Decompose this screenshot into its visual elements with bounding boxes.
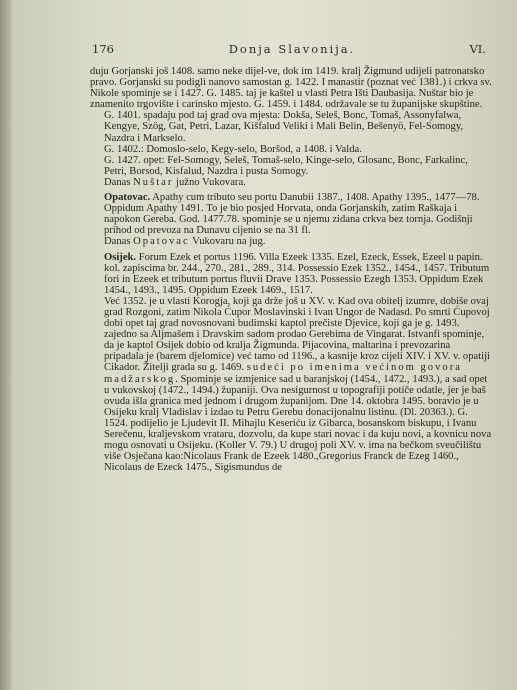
chapter-number: VI.	[469, 42, 486, 56]
page-header	[92, 42, 492, 60]
paragraph-text: južno Vukovara.	[173, 176, 246, 188]
paragraph	[90, 236, 492, 247]
spaced-emphasis: sudeći po imenima većinom govora madžarskog	[104, 362, 462, 385]
paragraph	[90, 252, 492, 296]
page-fold-shadow	[0, 0, 12, 690]
paragraph-text: Danas	[104, 176, 134, 188]
paragraph-text: Forum Ezek et portus 1196. Villa Ezeek 1335. Ezel, Ezeck, Essek, Ezeel u papin. kol. zapiscima br. 244., 270., 281., 289., 314. Possessio Ezek 1352., 1454., 1457. Tributum fori in Ezeek et tributum portus fluvii Drave 1353. Possessio Ezegh 1353. Oppidum Ezek 1454., 1493., 1495. Oppidum Ezeek 1469., 1517.	[104, 251, 490, 296]
paragraph	[90, 177, 492, 188]
paragraph-text: Apathy cum tributo seu portu Danubii 1387., 1408. Apathy 1395., 1477—78. Oppidum Apathy 1491. To je bio posjed Horvata, onda Gorjanskih, zatim Raškaja i napokon Gereba. God. 1477.78. spominje se u njemu zidana crkva bez tornja. Godišnji prihod od prevoza na Dunavu cijenio se na 31 fl.	[104, 192, 480, 237]
paragraph	[90, 155, 492, 177]
paragraph	[90, 296, 492, 474]
paragraph-text: G. 1401. spadaju pod taj grad ova mjesta: Dokša, Seleš, Bonc, Tomaš, Assonyfalwa, Kengye, Szög, Gat, Petri, Lazar, Kišfalud Veliki i Mali Belin, Bešenyö, Fel-Somogy, Nazdra i Markselo.	[104, 110, 464, 144]
paragraph-text: Vukovaru na jug.	[189, 236, 266, 248]
spaced-emphasis: Opatovac	[133, 236, 190, 248]
entry-headword: Osijek.	[104, 251, 137, 263]
paragraph	[90, 110, 492, 143]
entry-headword: Opatovac.	[104, 192, 151, 204]
page-body	[90, 66, 492, 473]
paragraph	[90, 144, 492, 155]
paragraph-text: G. 1402.: Domoslo-selo, Kegy-selo, Boršod, a 1408. i Valda.	[104, 143, 362, 155]
paragraph	[90, 192, 492, 236]
paragraph-text: . Spominje se izmjenice sad u baranjskoj (1454., 1472., 1493.), a sad opet u vukovskoj (1472., 1494.) županiji. Ova nesigurnost u topografiji potiče odatle, jer je baš ovuda išla granica med jednom i drugom županijom. Dne 14. oktobra 1495. boravio je u Osijeku kralj Vladislav i izdao tu Petru Gerebu donacijonalnu listinu. (Dl. 20363.). G. 1524. podijelio je Ljudevit II. Mihajlu Keseriću iz Gibarca, bosanskom biskupu, i Ivanu Serečenu, kraljevskom vrataru, dozvolu, da kupe stari novac i da kuju novi, a kovnicu nova mogu osnovati u Osijeku. (Koller V. 79.) U drugoj poli XV. v. ima na bečkom sveučilištu više Osječana kao:Nicolaus Frank de Ezeek 1480.,Gregorius Franck de Ezeg 1460., Nicolaus de Ezeck 1475., Sigismundus de	[104, 373, 492, 474]
page-number: 176	[92, 42, 114, 56]
paragraph-text: Danas	[104, 236, 134, 248]
paragraph-text: G. 1427. opet: Fel-Somogy, Seleš, Tomaš-selo, Kinge-selo, Glosanc, Bonc, Farkalinc, Petri, Borsod, Kisfalud, Nazdra i pusta Somogy.	[104, 154, 468, 177]
spaced-emphasis: Nuštar	[133, 176, 174, 188]
paragraph-text: duju Gorjanski još 1408. samo neke dijel-ve, dok im 1419. kralj Žigmund udijeli patronatsko pravo. Gorjanski su podigli nanovo samostan g. 1422. I manastir (poznat već 1381.) i crkva sv. Nikole spominje se i 1427. G. 1485. taj je kaštel u vlasti Petra Išti Daubasija. Nuštar bio je znamenito trgovište i carinsko mjesto. G. 1459. i 1484. održavale se tu županijske skupštine.	[90, 66, 492, 111]
paragraph-text: Već 1352. je u vlasti Korogja, koji ga drže još u XV. v. Kad ova obitelj izumre, dobiše ovaj grad Rozgoni, zatim Nikola Ćupor Moslavinski i Ivan Ungor de Nadasd. Po smrti Ćupovoj dobi opet taj grad novosnovani budimski kaptol prečiste Djevice, koji ga je g. 1493. zajedno sa Aljmašem i Dravskim sadom prodao Gerebima de Vingarat. Istvanfi spominje, da je kaptol Osijek dobio od kralja Žigmunda. Pijacovina, maltarina i prevozarina pripadala je (barem djelomice) već tamo od 1196., a kasnije kroz cijeli XIV. i XV. v. opatiji Cikador. Žitelji grada su g. 1469.	[104, 295, 490, 374]
running-title: Donja Slavonija.	[228, 42, 356, 56]
paragraph	[90, 66, 492, 110]
